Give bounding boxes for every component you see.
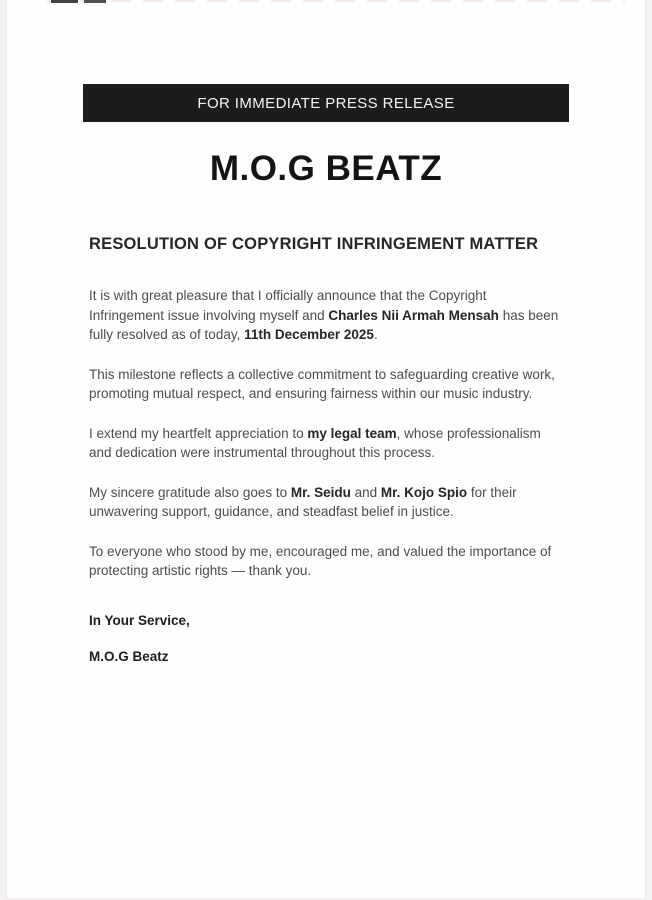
paragraph: It is with great pleasure that I officially announce that the Copyright Infringement issue involving myself and Charles Nii Armah Mensah has been fully resolved as of today, 11th December 2025. — [89, 288, 559, 342]
section-heading: RESOLUTION OF COPYRIGHT INFRINGEMENT MATTER — [89, 235, 539, 253]
body-copy — [89, 286, 565, 581]
paragraph: This milestone reflects a collective commitment to safeguarding creative work, promoting mutual respect, and ensuring fairness within our music industry. — [89, 366, 555, 401]
press-release-banner — [83, 84, 569, 122]
paragraph: My sincere gratitude also goes to Mr. Seidu and Mr. Kojo Spio for their unwavering support, guidance, and steadfast belief in justice. — [89, 484, 517, 519]
paragraph: I extend my heartfelt appreciation to my legal team, whose professionalism and dedication were instrumental throughout this process. — [89, 425, 541, 460]
cropped-top-text-artifact — [47, 0, 625, 2]
page-title: M.O.G BEATZ — [209, 149, 443, 188]
cropped-top-text-artifact-dark — [51, 0, 78, 3]
banner-label: FOR IMMEDIATE PRESS RELEASE — [197, 94, 455, 112]
press-release-page — [6, 0, 646, 900]
signature-closing: In Your Service, — [89, 612, 190, 628]
signature-name: M.O.G Beatz — [89, 648, 169, 664]
paragraph: To everyone who stood by me, encouraged me, and valued the importance of protecting artistic rights — thank you. — [89, 543, 552, 578]
cropped-top-text-artifact-dark — [84, 0, 106, 3]
